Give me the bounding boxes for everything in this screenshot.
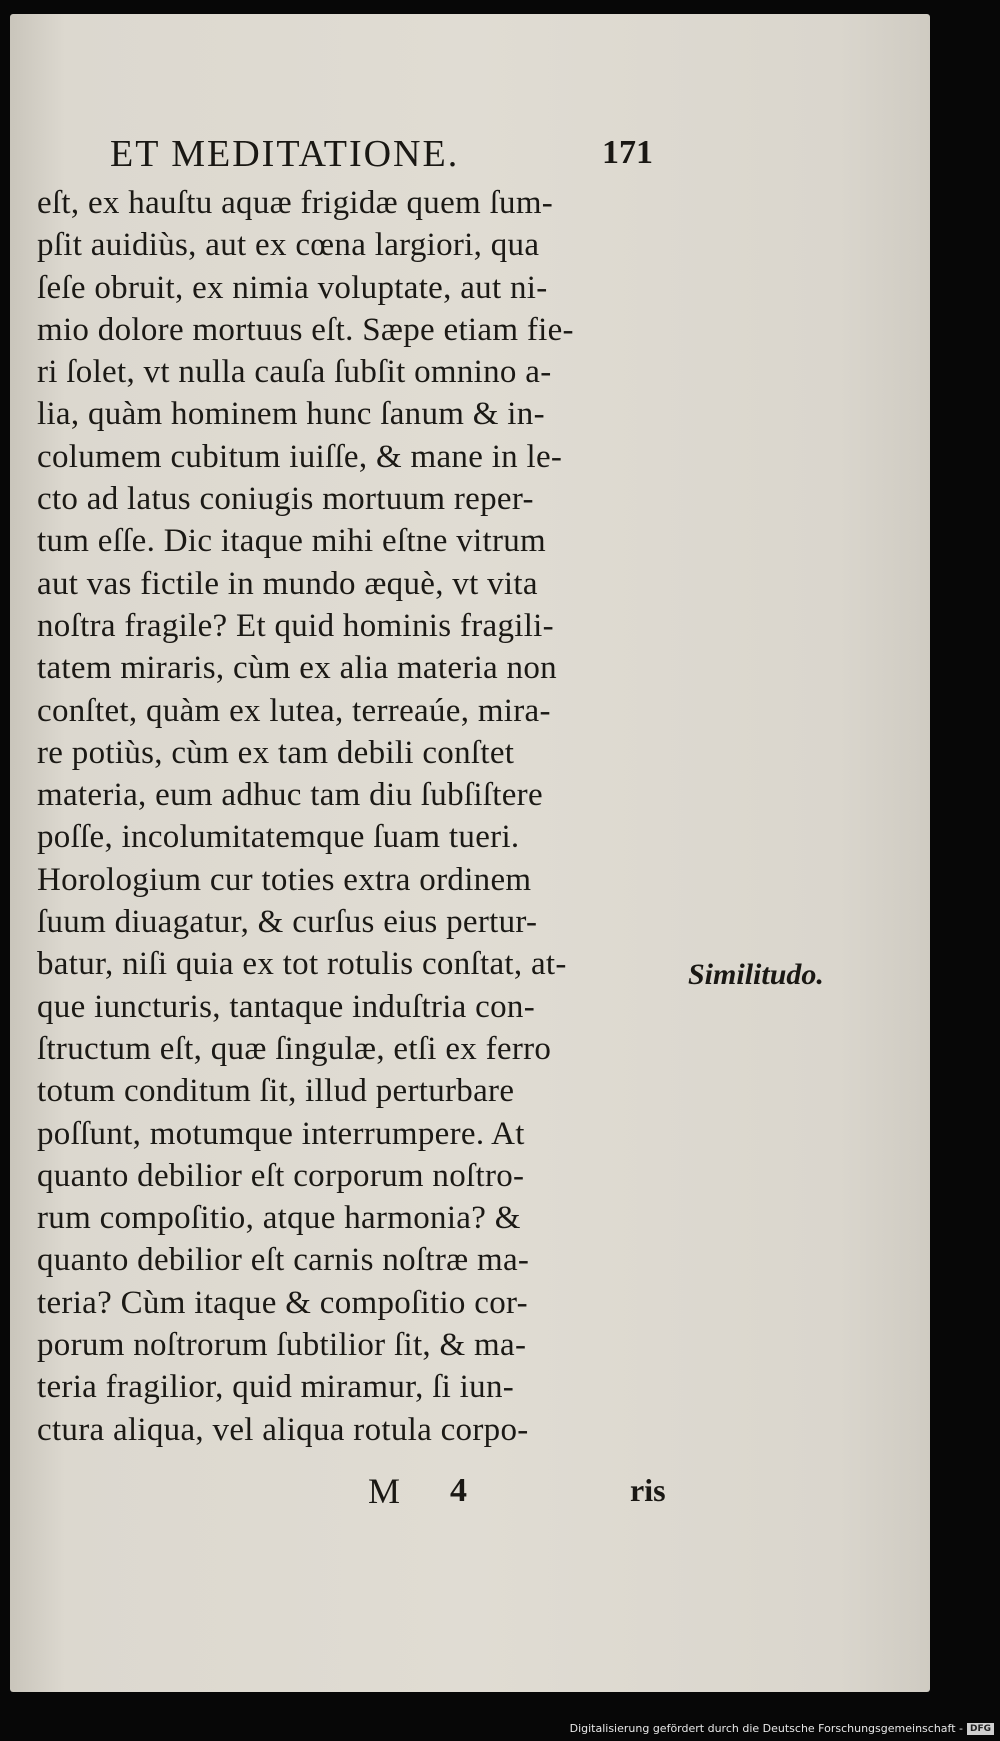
text-line: cto ad latus coniugis mortuum reper-: [37, 481, 534, 518]
digitization-credit: Digitalisierung gefördert durch die Deutsche Forschungsgemeinschaft -: [569, 1722, 963, 1735]
text-line: rum compoſitio, atque harmonia? &: [37, 1200, 521, 1237]
page-content: [10, 14, 930, 1692]
text-line: ctura aliqua, vel aliqua rotula corpo-: [37, 1411, 529, 1448]
text-line: poſſe, incolumitatemque ſuam tueri.: [37, 819, 520, 856]
text-line: eſt, ex hauſtu aquæ frigidæ quem ſum-: [37, 185, 554, 221]
book-page: [10, 14, 930, 1692]
text-line: materia, eum adhuc tam diu ſubſiſtere: [37, 777, 543, 814]
text-line: porum noſtrorum ſubtilior ſit, & ma-: [37, 1327, 527, 1364]
text-line: mio dolore mortuus eſt. Sæpe etiam fie-: [37, 311, 574, 348]
text-line: quanto debilior eſt carnis noſtræ ma-: [37, 1242, 530, 1279]
text-line: tatem miraris, cùm ex alia materia non: [37, 650, 557, 687]
text-line: batur, niſi quia ex tot rotulis conſtat, at-: [37, 946, 567, 983]
text-line: lia, quàm hominem hunc ſanum & in-: [37, 396, 545, 433]
text-line: conſtet, quàm ex lutea, terreaúe, mira-: [37, 692, 551, 729]
text-line: ſuum diuagatur, & curſus eius pertur-: [37, 904, 538, 941]
text-line: aut vas fictile in mundo æquè, vt vita: [37, 565, 538, 602]
dfg-logo-icon: DFG: [967, 1723, 994, 1735]
text-line: tum eſſe. Dic itaque mihi eſtne vitrum: [37, 523, 547, 560]
text-line: totum conditum ſit, illud perturbare: [37, 1073, 515, 1110]
catchword: ris: [630, 1472, 666, 1508]
text-line: teria fragilior, quid miramur, ſi iun-: [37, 1369, 515, 1406]
text-line: teria? Cùm itaque & compoſitio cor-: [37, 1284, 528, 1321]
text-line: pſit auidiùs, aut ex cœna largiori, qua: [37, 227, 540, 264]
signature-mark: M: [368, 1471, 401, 1511]
page-number: 171: [602, 134, 653, 171]
text-line: Horologium cur toties extra ordinem: [37, 861, 532, 898]
text-line: ſeſe obruit, ex nimia voluptate, aut ni-: [37, 269, 548, 306]
text-line: re potiùs, cùm ex tam debili conſtet: [37, 734, 515, 771]
text-line: que iuncturis, tantaque induſtria con-: [37, 988, 536, 1025]
running-head: ET MEDITATIONE.: [110, 133, 460, 175]
signature-number: 4: [450, 1472, 467, 1509]
text-line: noſtra fragile? Et quid hominis fragili-: [37, 607, 554, 644]
digitization-footer: [570, 1722, 994, 1735]
text-line: quanto debilior eſt corporum noſtro-: [37, 1157, 525, 1194]
text-line: ri ſolet, vt nulla cauſa ſubſit omnino a-: [37, 354, 552, 391]
text-line: columem cubitum iuiſſe, & mane in le-: [37, 438, 563, 475]
margin-note: Similitudo.: [688, 958, 824, 991]
text-line: ſtructum eſt, quæ ſingulæ, etſi ex ferro: [37, 1030, 552, 1067]
text-line: poſſunt, motumque interrumpere. At: [37, 1115, 525, 1152]
body-text: [37, 182, 687, 1451]
